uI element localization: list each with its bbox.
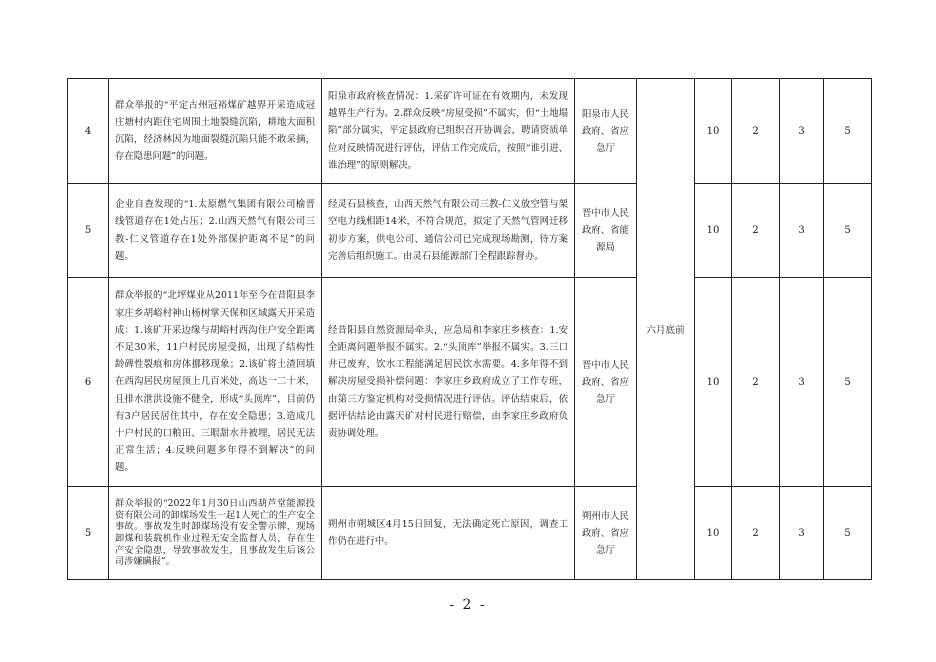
score-3: 3 (780, 79, 824, 184)
score-4: 5 (824, 184, 872, 278)
responsible-unit: 晋中市人民政府、省应急厅 (575, 278, 637, 487)
verification-result: 经灵石县核查，山西天然气有限公司三教-仁义放空管与架空电力线相距14米，不符合规范，拟定了天然气管网迁移初步方案，供电公司、通信公司已完成现场勘测，待方案完善后组织施工。由灵石县能源部门全程跟踪督办。 (322, 184, 575, 278)
row-number: 4 (68, 79, 109, 184)
responsible-unit: 朔州市人民政府、省应急厅 (575, 487, 637, 580)
rectification-table (67, 78, 872, 580)
row-number: 6 (68, 278, 109, 487)
score-2: 2 (732, 184, 780, 278)
issue-description: 群众举报的“北坪煤业从2011年至今在昔阳县李家庄乡胡峪村神山杨树掌天保和区域露天开采造成：1.该矿开采边缘与胡峪村西沟住户安全距离不足30米，11户村民房屋受损，出现了结构性龄碑性裂痕和房体挪移现象；2.该矿将土渣回填在西沟居民房屋顶上几百米处，高达一二十米，且排水泄洪设施不健全，形成“头顶库”，目前仍有3户居民居住其中，存在安全隐患；3.造成几十户村民的口粮田、三眼甜水井被埋，居民无法正常生活；4.反映问题多年得不到解决”的问题。 (109, 278, 322, 487)
table-row (68, 487, 872, 580)
verification-result: 经昔阳县自然资源局牵头，应急局和李家庄乡核查：1.安全距离问题举报不属实。2.“头顶库”举报不属实。3.三口井已废弃，饮水工程能满足居民饮水需要。4.多年得不到解决房屋受损补偿问题：李家庄乡政府成立了工作专班，由第三方鉴定机构对受损情况进行评估。评估结束后，依据评估结论由露天矿对村民进行赔偿，由李家庄乡政府负责协调处理。 (322, 278, 575, 487)
score-3: 3 (780, 487, 824, 580)
score-3: 3 (780, 278, 824, 487)
deadline-cell: 六月底前 (637, 79, 695, 580)
row-number: 5 (68, 184, 109, 278)
row-number: 5 (68, 487, 109, 580)
issue-description: 群众举报的“2022年1月30日山西葫芦堂能源投资有限公司的卸煤场发生一起1人死亡的生产安全事故。事故发生时卸煤场没有安全警示牌，现场卸煤和装载机作业过程无安全监督人员，存在生产安全隐患，导致事故发生，且事故发生后该公司涉嫌瞒报”。 (109, 487, 322, 580)
score-4: 5 (824, 487, 872, 580)
score-4: 5 (824, 79, 872, 184)
issue-description: 群众举报的“平定古州冠裕煤矿越界开采造成冠庄塘村内距住宅周围土地裂缝沉陷，耕地大面积沉陷，经济林因为地面裂缝沉陷只能不敢采摘，存在隐患问题”的问题。 (109, 79, 322, 184)
score-2: 2 (732, 487, 780, 580)
score-1: 10 (695, 79, 732, 184)
verification-result: 阳泉市政府核查情况：1.采矿许可证在有效期内，未发现越界生产行为。2.群众反映“房屋受损”不属实，但“土地塌陷”部分属实，平定县政府已组织召开协调会，聘请资质单位对反映情况进行评估，评估工作完成后，按照“谁引进、谁治理”的原则解决。 (322, 79, 575, 184)
table-row (68, 79, 872, 184)
score-1: 10 (695, 278, 732, 487)
score-1: 10 (695, 184, 732, 278)
score-3: 3 (780, 184, 824, 278)
issue-description: 企业自查发现的“1.太原燃气集团有限公司榆晋线管道存在1处占压；2.山西天然气有限公司三教-仁义管道存在1处外部保护距离不足”的问题。 (109, 184, 322, 278)
verification-result: 朔州市朔城区4月15日回复，无法确定死亡原因，调查工作仍在进行中。 (322, 487, 575, 580)
responsible-unit: 阳泉市人民政府、省应急厅 (575, 79, 637, 184)
score-4: 5 (824, 278, 872, 487)
score-1: 10 (695, 487, 732, 580)
score-2: 2 (732, 278, 780, 487)
responsible-unit: 晋中市人民政府、省能源局 (575, 184, 637, 278)
score-2: 2 (732, 79, 780, 184)
table-row (68, 184, 872, 278)
page-number: - 2 - (449, 597, 487, 613)
table-row (68, 278, 872, 487)
